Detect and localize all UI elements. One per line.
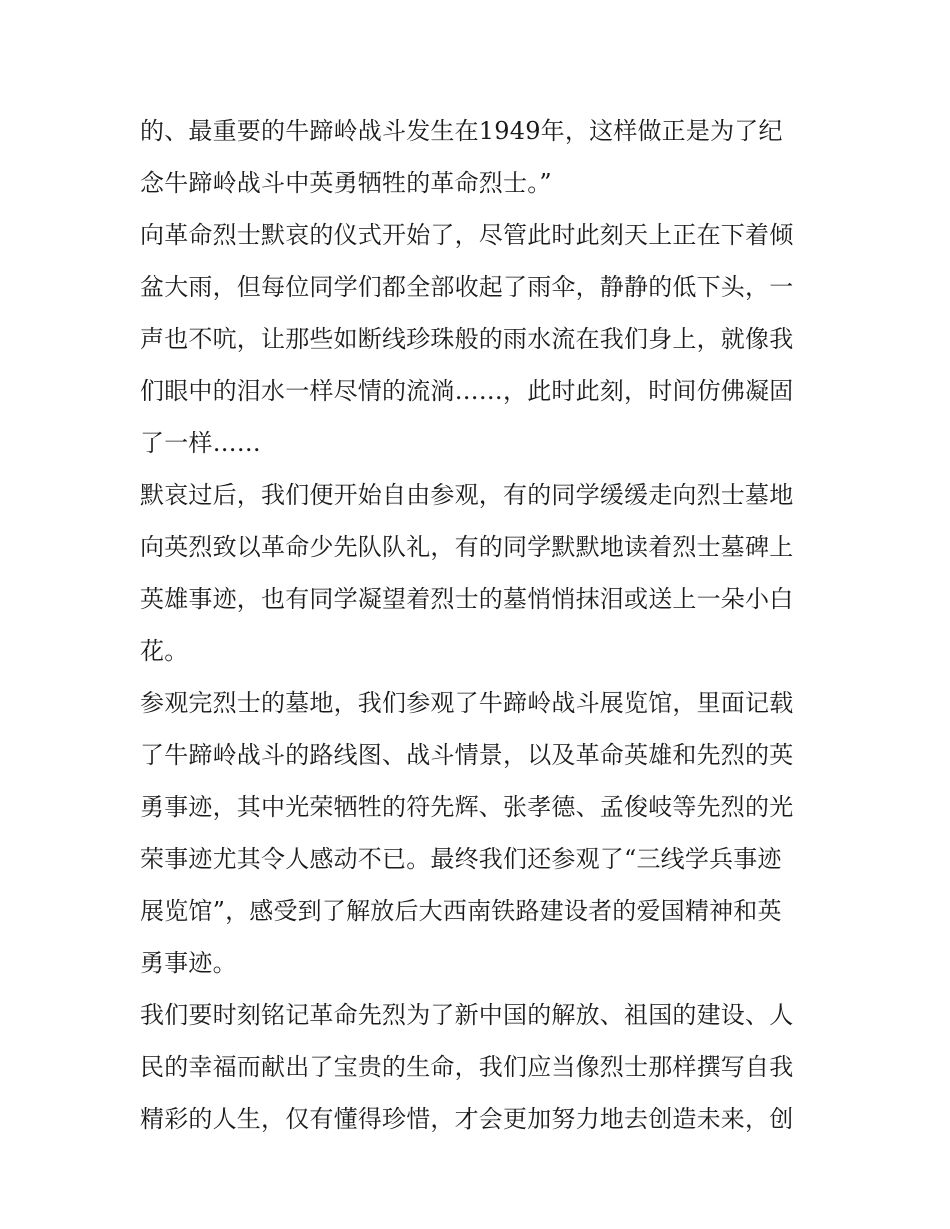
- text-line: 勇事迹，其中光荣牺牲的符先辉、张孝德、孟俊岐等先烈的光: [140, 793, 794, 821]
- body-text: [140, 105, 815, 1145]
- text-line: 们眼中的泪水一样尽情的流淌……，此时此刻，时间仿佛凝固: [140, 377, 794, 405]
- text-line: 英雄事迹，也有同学凝望着烈士的墓悄悄抹泪或送上一朵小白: [140, 585, 794, 613]
- text-line: 默哀过后，我们便开始自由参观，有的同学缓缓走向烈士墓地: [140, 481, 794, 509]
- text-line: 念牛蹄岭战斗中英勇牺牲的革命烈士。”: [140, 169, 552, 197]
- text-line: 展览馆”，感受到了解放后大西南铁路建设者的爱国精神和英: [140, 897, 782, 925]
- text-line: 花。: [140, 637, 189, 665]
- text-line: 我们要时刻铭记革命先烈为了新中国的解放、祖国的建设、人: [140, 1001, 794, 1029]
- text-line: 了牛蹄岭战斗的路线图、战斗情景，以及革命英雄和先烈的英: [140, 741, 794, 769]
- text-line: 向英烈致以革命少先队队礼，有的同学默默地读着烈士墓碑上: [140, 533, 794, 561]
- text-line: 盆大雨，但每位同学们都全部收起了雨伞，静静的低下头，一: [140, 273, 794, 301]
- text-line: 声也不吭，让那些如断线珍珠般的雨水流在我们身上，就像我: [140, 325, 794, 353]
- text-line: 民的幸福而献出了宝贵的生命，我们应当像烈士那样撰写自我: [140, 1053, 794, 1081]
- text-line: 的、最重要的牛蹄岭战斗发生在1949年，这样做正是为了纪: [140, 117, 783, 145]
- text-line: 了一样……: [140, 429, 261, 457]
- text-line: 参观完烈士的墓地，我们参观了牛蹄岭战斗展览馆，里面记载: [140, 689, 794, 717]
- text-line: 精彩的人生，仅有懂得珍惜，才会更加努力地去创造未来，创: [140, 1105, 794, 1133]
- text-line: 向革命烈士默哀的仪式开始了，尽管此时此刻天上正在下着倾: [140, 221, 794, 249]
- text-line: 勇事迹。: [140, 949, 237, 977]
- text-line: 荣事迹尤其令人感动不已。最终我们还参观了“三线学兵事迹: [140, 845, 782, 873]
